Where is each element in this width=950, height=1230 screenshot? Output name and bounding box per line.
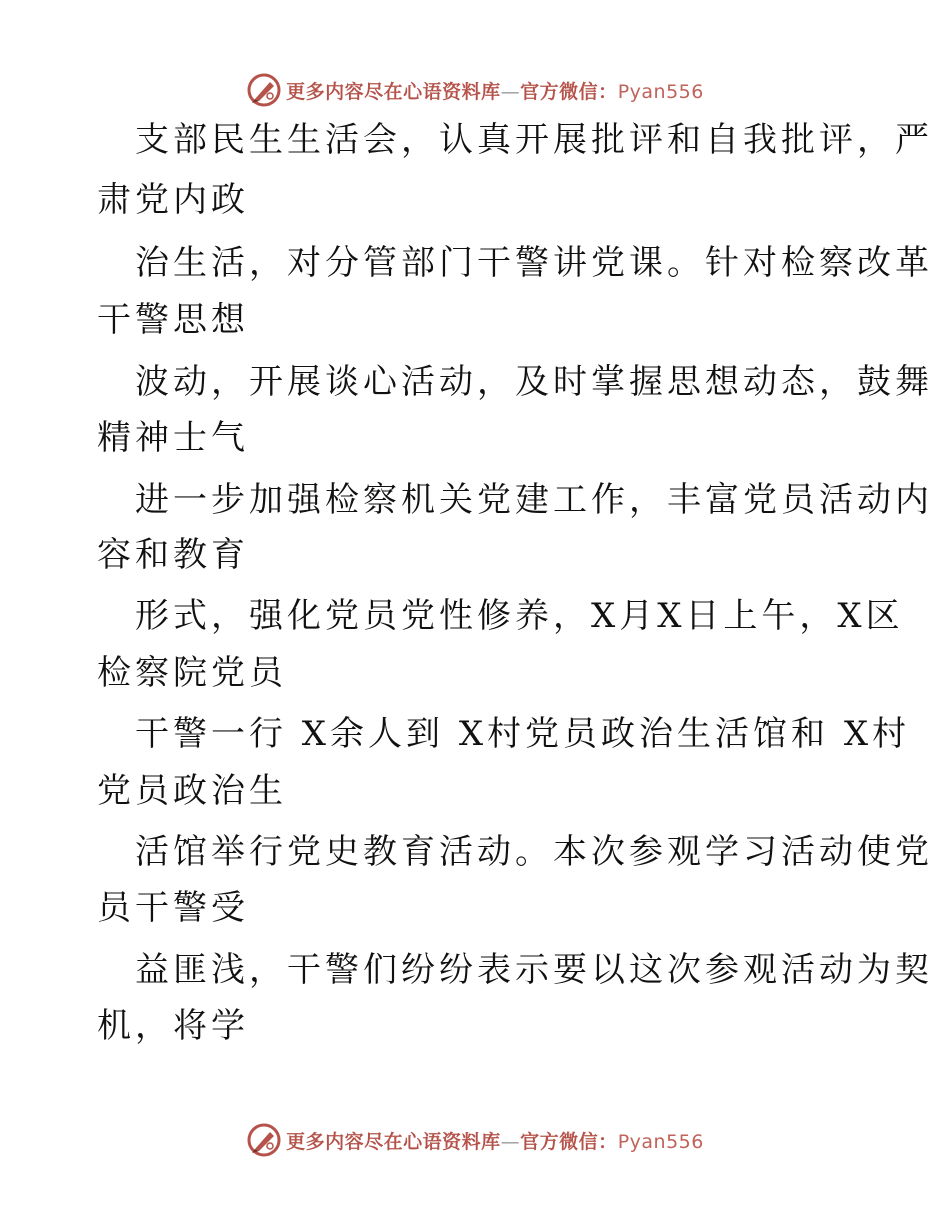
body-line: 员干警受 bbox=[97, 888, 249, 928]
body-line: 活馆举行党史教育活动。本次参观学习活动使党 bbox=[135, 832, 933, 872]
body-line: 精神士气 bbox=[97, 418, 249, 458]
footer-contact-id: Pyan556 bbox=[617, 1130, 704, 1153]
body-line: 益匪浅，干警们纷纷表示要以这次参观活动为契 bbox=[135, 950, 933, 990]
body-line: 进一步加强检察机关党建工作，丰富党员活动内 bbox=[135, 480, 933, 520]
pen-logo-icon bbox=[246, 1122, 282, 1158]
body-line: 肃党内政 bbox=[97, 180, 249, 220]
body-line: 检察院党员 bbox=[97, 653, 287, 693]
footer-contact-label: 官方微信： bbox=[520, 1130, 618, 1153]
header-banner bbox=[0, 70, 950, 110]
body-line: 治生活，对分管部门干警讲党课。针对检察改革 bbox=[135, 243, 933, 283]
body-line: 形式，强化党员党性修养，X月X日上午，X区 bbox=[135, 596, 904, 636]
body-line: 容和教育 bbox=[97, 535, 249, 575]
body-line: 干警思想 bbox=[97, 300, 249, 340]
pen-logo-icon bbox=[246, 72, 282, 108]
header-site-name: 更多内容尽在心语资料库 bbox=[286, 80, 501, 103]
body-line: 机，将学 bbox=[97, 1006, 249, 1046]
footer-site-name: 更多内容尽在心语资料库 bbox=[286, 1130, 501, 1153]
footer-banner bbox=[0, 1120, 950, 1160]
body-line: 干警一行 X余人到 X村党员政治生活馆和 X村 bbox=[135, 714, 911, 754]
footer-separator: — bbox=[500, 1130, 521, 1153]
header-contact-label: 官方微信： bbox=[520, 80, 618, 103]
header-separator: — bbox=[500, 80, 521, 103]
header-contact-id: Pyan556 bbox=[617, 80, 704, 103]
body-line: 党员政治生 bbox=[97, 771, 287, 811]
body-line: 波动，开展谈心活动，及时掌握思想动态，鼓舞 bbox=[135, 362, 933, 402]
body-line: 支部民生生活会，认真开展批评和自我批评，严 bbox=[135, 120, 933, 160]
